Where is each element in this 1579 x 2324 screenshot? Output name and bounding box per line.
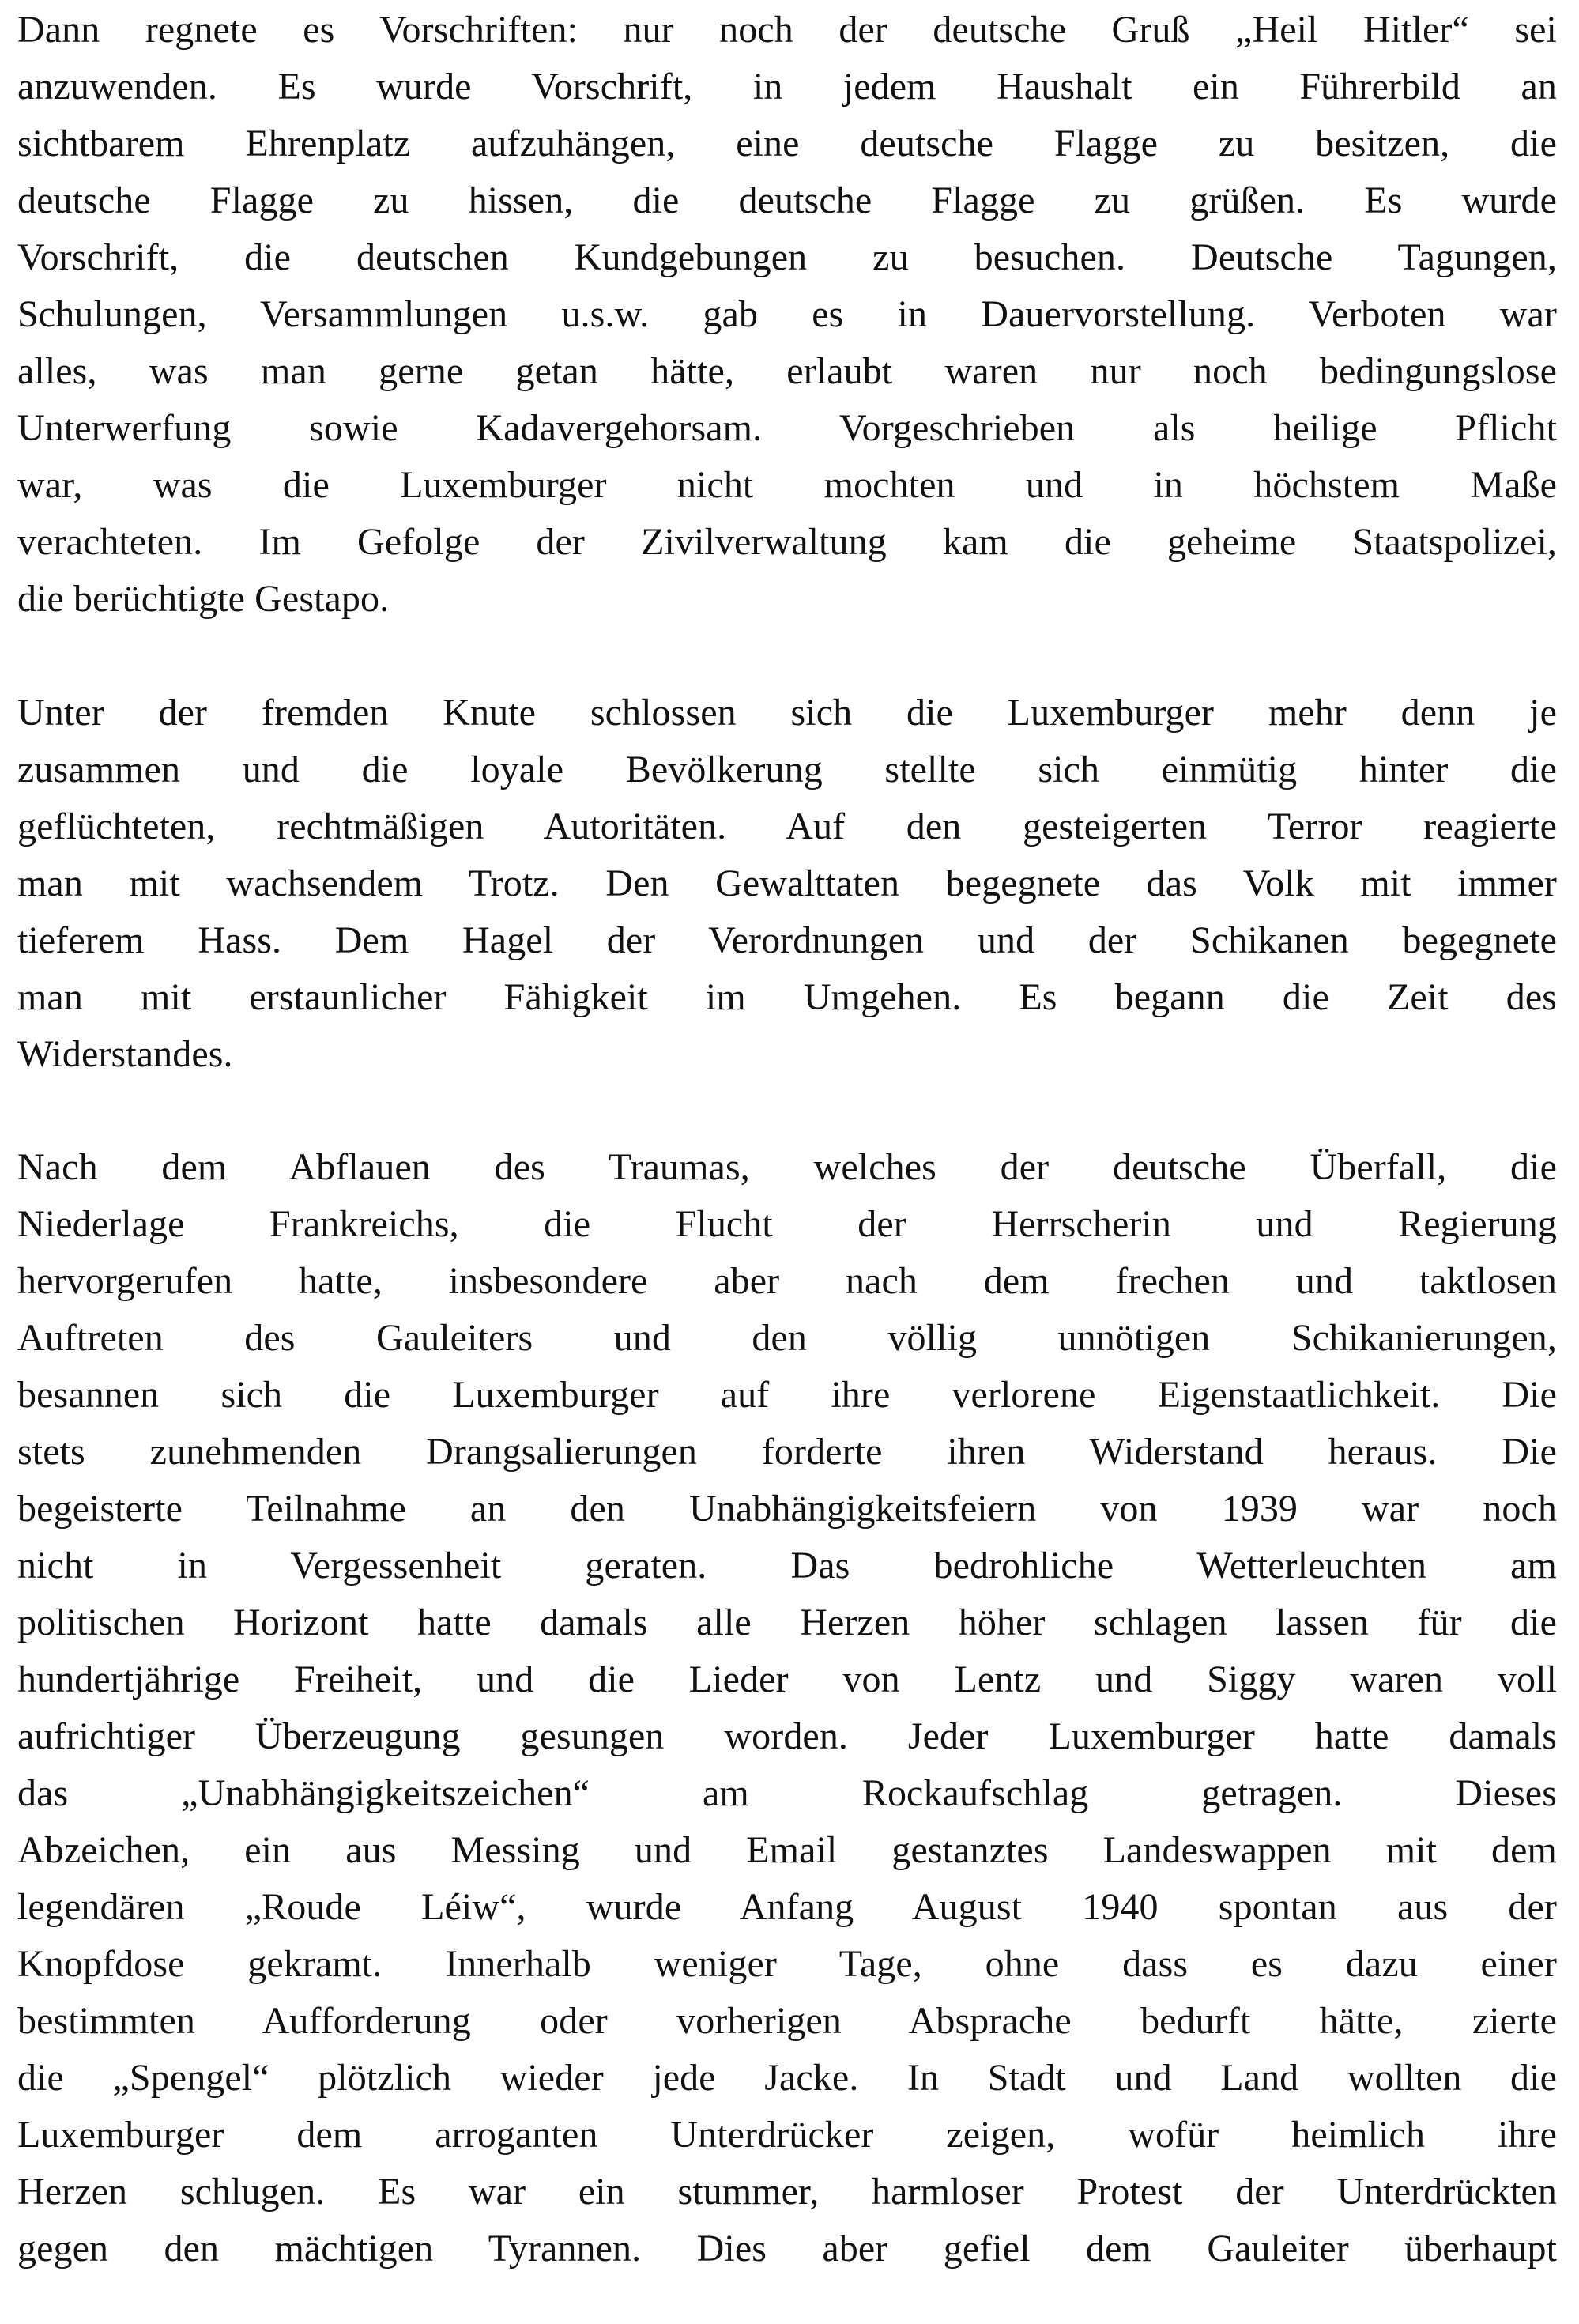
text-line: legendären „Roude Léiw“, wurde Anfang August 1940 spontan aus der <box>17 1886 1557 1928</box>
text-line: Dann regnete es Vorschriften: nur noch der deutsche Gruß „Heil Hitler“ sei <box>17 9 1557 51</box>
text-line: man mit erstaunlicher Fähigkeit im Umgehen. Es begann die Zeit des <box>17 976 1557 1018</box>
text-line: tieferem Hass. Dem Hagel der Verordnungen und der Schikanen begegnete <box>17 919 1557 961</box>
text-line: geflüchteten, rechtmäßigen Autoritäten. Auf den gesteigerten Terror reagierte <box>17 805 1557 847</box>
text-line: Auftreten des Gauleiters und den völlig unnötigen Schikanierungen, <box>17 1317 1557 1359</box>
text-line: hundertjährige Freiheit, und die Lieder von Lentz und Siggy waren voll <box>17 1658 1557 1700</box>
text-line: Niederlage Frankreichs, die Flucht der Herrscherin und Regierung <box>17 1203 1557 1245</box>
text-line: nicht in Vergessenheit geraten. Das bedrohliche Wetterleuchten am <box>17 1545 1557 1586</box>
text-line: das „Unabhängigkeitszeichen“ am Rockaufschlag getragen. Dieses <box>17 1772 1557 1814</box>
text-line: Luxemburger dem arroganten Unterdrücker zeigen, wofür heimlich ihre <box>17 2114 1557 2156</box>
text-line: besannen sich die Luxemburger auf ihre verlorene Eigenstaatlichkeit. Die <box>17 1374 1557 1416</box>
paragraph-independence-badge <box>17 1139 1557 2277</box>
text-line: Knopfdose gekramt. Innerhalb weniger Tage, ohne dass es dazu einer <box>17 1943 1557 1985</box>
text-line: die berüchtigte Gestapo. <box>17 578 390 620</box>
text-line: man mit wachsendem Trotz. Den Gewalttaten begegnete das Volk mit immer <box>17 862 1557 904</box>
text-line: bestimmten Aufforderung oder vorherigen Absprache bedurft hätte, zierte <box>17 2000 1557 2042</box>
text-line: stets zunehmenden Drangsalierungen forderte ihren Widerstand heraus. Die <box>17 1431 1557 1473</box>
text-line: Widerstandes. <box>17 1033 233 1075</box>
text-line: gegen den mächtigen Tyrannen. Dies aber gefiel dem Gauleiter überhaupt <box>17 2228 1557 2269</box>
text-line: politischen Horizont hatte damals alle Herzen höher schlagen lassen für die <box>17 1602 1557 1643</box>
paragraph-resistance-begins <box>17 685 1557 1083</box>
text-line: hervorgerufen hatte, insbesondere aber nach dem frechen und taktlosen <box>17 1260 1557 1302</box>
text-line: die „Spengel“ plötzlich wieder jede Jacke. In Stadt und Land wollten die <box>17 2057 1557 2099</box>
paragraph-regulations <box>17 2 1557 628</box>
text-line: Unter der fremden Knute schlossen sich die Luxemburger mehr denn je <box>17 692 1557 734</box>
text-line: Vorschrift, die deutschen Kundgebungen zu besuchen. Deutsche Tagungen, <box>17 236 1557 278</box>
text-line: Herzen schlugen. Es war ein stummer, harmloser Protest der Unterdrückten <box>17 2171 1557 2213</box>
text-line: Abzeichen, ein aus Messing und Email gestanztes Landeswappen mit dem <box>17 1829 1557 1871</box>
text-line: anzuwenden. Es wurde Vorschrift, in jedem Haushalt ein Führerbild an <box>17 66 1557 108</box>
text-line: deutsche Flagge zu hissen, die deutsche Flagge zu grüßen. Es wurde <box>17 179 1557 221</box>
text-line: begeisterte Teilnahme an den Unabhängigkeitsfeiern von 1939 war noch <box>17 1488 1557 1530</box>
text-line: Schulungen, Versammlungen u.s.w. gab es in Dauervorstellung. Verboten war <box>17 293 1557 335</box>
text-line: war, was die Luxemburger nicht mochten und in höchstem Maße <box>17 464 1557 506</box>
text-line: aufrichtiger Überzeugung gesungen worden. Jeder Luxemburger hatte damals <box>17 1715 1557 1757</box>
text-line: zusammen und die loyale Bevölkerung stellte sich einmütig hinter die <box>17 749 1557 790</box>
text-line: sichtbarem Ehrenplatz aufzuhängen, eine deutsche Flagge zu besitzen, die <box>17 123 1557 164</box>
text-line: Unterwerfung sowie Kadavergehorsam. Vorgeschrieben als heilige Pflicht <box>17 407 1557 449</box>
text-line: alles, was man gerne getan hätte, erlaubt waren nur noch bedingungslose <box>17 350 1557 392</box>
text-line: verachteten. Im Gefolge der Zivilverwaltung kam die geheime Staatspolizei, <box>17 521 1557 563</box>
text-line: Nach dem Abflauen des Traumas, welches der deutsche Überfall, die <box>17 1146 1557 1188</box>
